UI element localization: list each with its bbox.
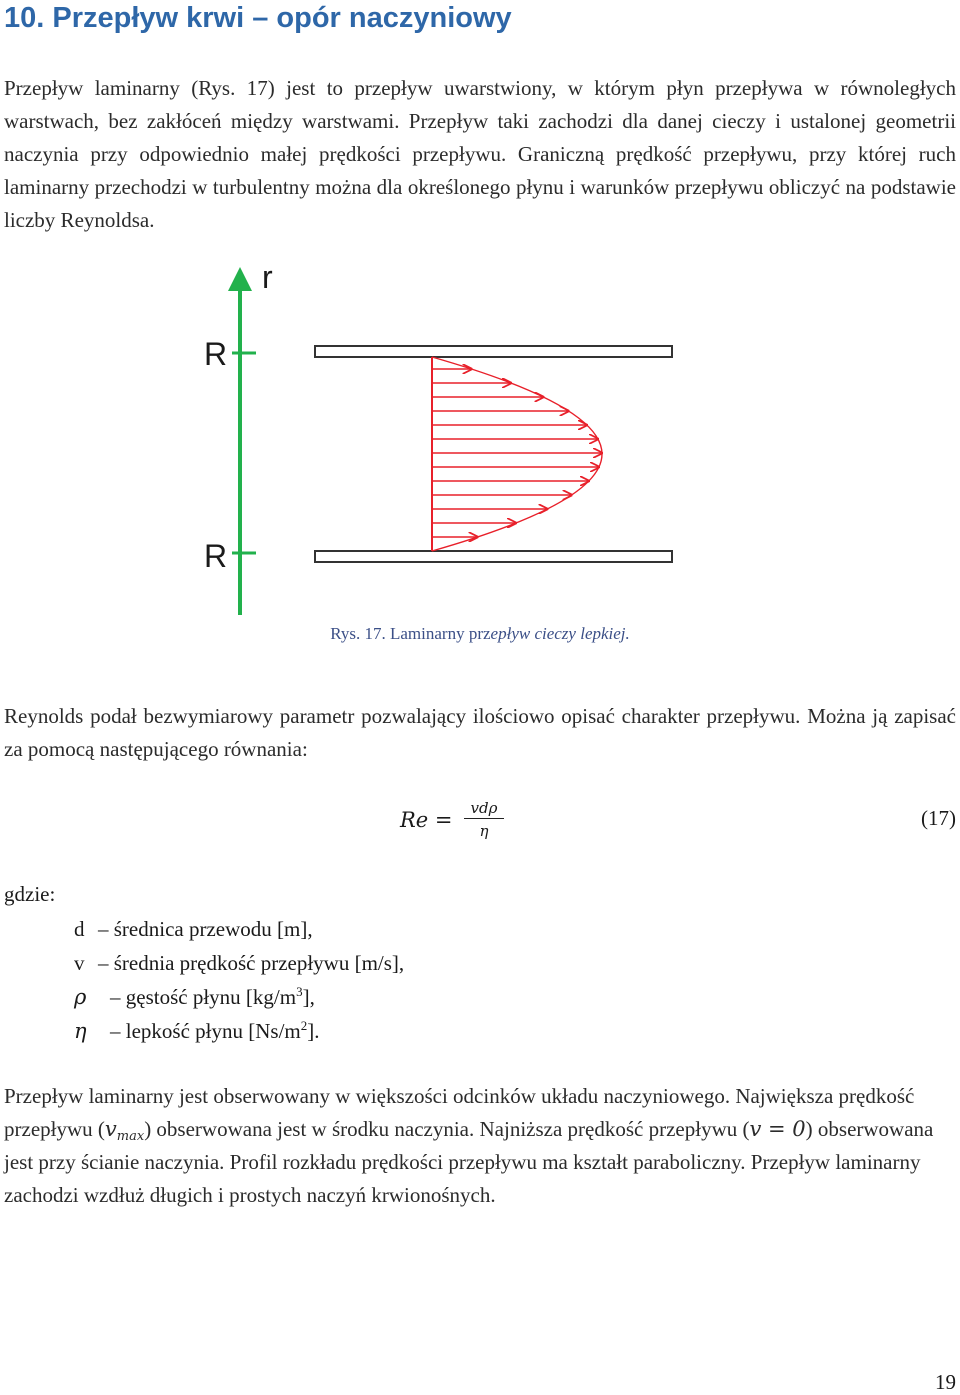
variable-description-end: ], [302,985,315,1009]
page-number: 19 [935,1370,956,1394]
vmax-subscript: max [116,1129,145,1144]
variable-description: – lepkość płynu [Ns/m [110,1019,301,1043]
equation-numerator: vdρ [464,798,504,819]
top-vessel-wall [315,346,672,357]
laminar-flow-figure [0,255,960,620]
variable-description: – średnia prędkość przepływu [m/s], [98,951,405,975]
figure-caption [0,624,960,644]
variable-item [74,980,404,1014]
vmax-base: v [104,1117,117,1141]
unit-exponent: 3 [296,984,303,999]
equation-fraction [464,798,504,843]
variable-item [74,1014,404,1048]
reynolds-paragraph: Reynolds podał bezwymiarowy parametr pozwalający ilościowo opisać charakter przepływu. Można ją zapisać za pomocą następującego równania: [4,704,956,761]
caption-italic: epływ cieczy lepkiej. [490,624,630,643]
variable-symbol: d [74,917,85,941]
variable-symbol: η [74,1019,87,1043]
variable-list [74,912,404,1048]
equation-lhs: Re = [400,808,453,832]
variable-description: – gęstość płynu [kg/m [110,985,297,1009]
variable-description: – średnica przewodu [m], [98,917,313,941]
unit-exponent: 2 [300,1018,308,1033]
final-text-3: ) obserwowana jest przy ścianie naczynia. Profil rozkładu prędkości przepływu ma kształt paraboliczny. Przepływ laminarny zachodzi wzdłuż długich i prostych naczyń krwionośnych. [4,1117,934,1207]
section-heading: 10. Przepływ krwi – opór naczyniowy [4,2,512,34]
variable-description-end: ]. [307,1019,320,1043]
intro-paragraph: Przepływ laminarny (Rys. 17) jest to przepływ uwarstwiony, w którym płyn przepływa w równoległych warstwach, bez zakłóceń między warstwami. Przepływ taki zachodzi dla danej cieczy i ustalonej geometrii naczynia przy odpowiednio małej prędkości przepływu. Graniczną prędkość przepływu, przy której ruch laminarny przechodzi w turbulentny można dla określonego płynu i warunków przepływu obliczyć na podstawie liczby Reynoldsa. [4,76,956,232]
bottom-R-label: R [204,538,228,574]
vmax-symbol [104,1117,145,1144]
variable-symbol: ρ [74,985,87,1009]
equation-number: (17) [921,806,956,830]
variable-item [74,946,404,980]
velocity-arrows [432,369,602,537]
caption-prefix: Rys. 17. Laminarny prz [330,624,491,643]
variable-item [74,912,404,946]
final-text-1: Przepływ laminarny jest obserwowany w większości odcinków układu naczyniowego. Największa prędkość przepływu ( [4,1084,915,1141]
bottom-vessel-wall [315,551,672,562]
v-zero-expression: v = 0 [749,1117,806,1141]
r-axis-arrowhead-icon [228,267,252,291]
parabolic-profile [432,357,602,551]
variable-symbol: v [74,951,85,975]
where-label: gdzie: [4,882,56,906]
final-text-2: ) obserwowana jest w środku naczynia. Najniższa prędkość przepływu ( [144,1117,750,1141]
final-paragraph [4,1080,956,1212]
top-R-label: R [204,336,228,372]
equation-denominator: η [479,822,489,840]
r-axis-label: r [262,259,273,295]
